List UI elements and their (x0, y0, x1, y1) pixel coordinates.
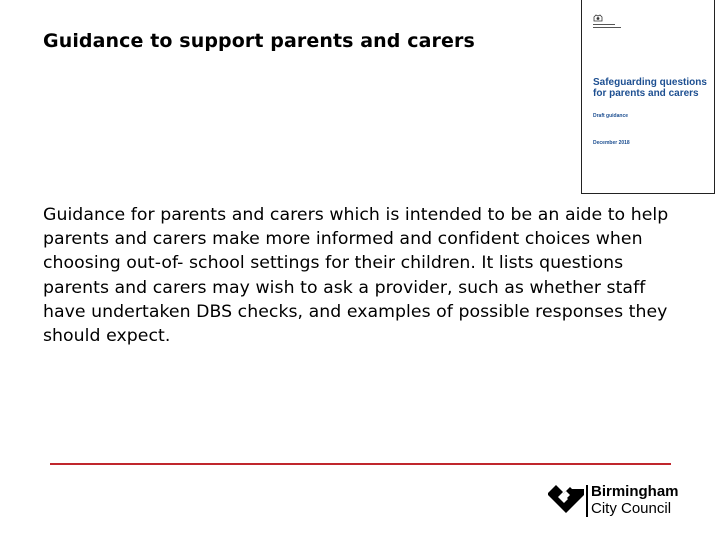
slide-title: Guidance to support parents and carers (43, 30, 475, 52)
document-subtitle: Draft guidance (593, 113, 629, 119)
birmingham-heart-icon (546, 483, 586, 515)
logo-text-birmingham: Birmingham (591, 483, 679, 500)
logo-separator (586, 485, 588, 517)
department-mark (593, 22, 621, 28)
logo-text-city-council: City Council (591, 500, 672, 517)
red-divider (50, 463, 671, 465)
document-date: December 2018 (593, 140, 630, 146)
document-title: Safeguarding questions for parents and carers (593, 77, 707, 99)
body-paragraph: Guidance for parents and carers which is intended to be an aide to help parents and carers make more informed and confident choices when choosing out-of- school settings for their children. It lists questions parents and carers may wish to ask a provider, such as whether staff have undertaken DBS checks, and examples of possible responses they should expect. (43, 205, 669, 347)
birmingham-city-council-logo (546, 481, 679, 521)
document-thumbnail (581, 0, 715, 194)
royal-crest-icon (593, 13, 603, 22)
